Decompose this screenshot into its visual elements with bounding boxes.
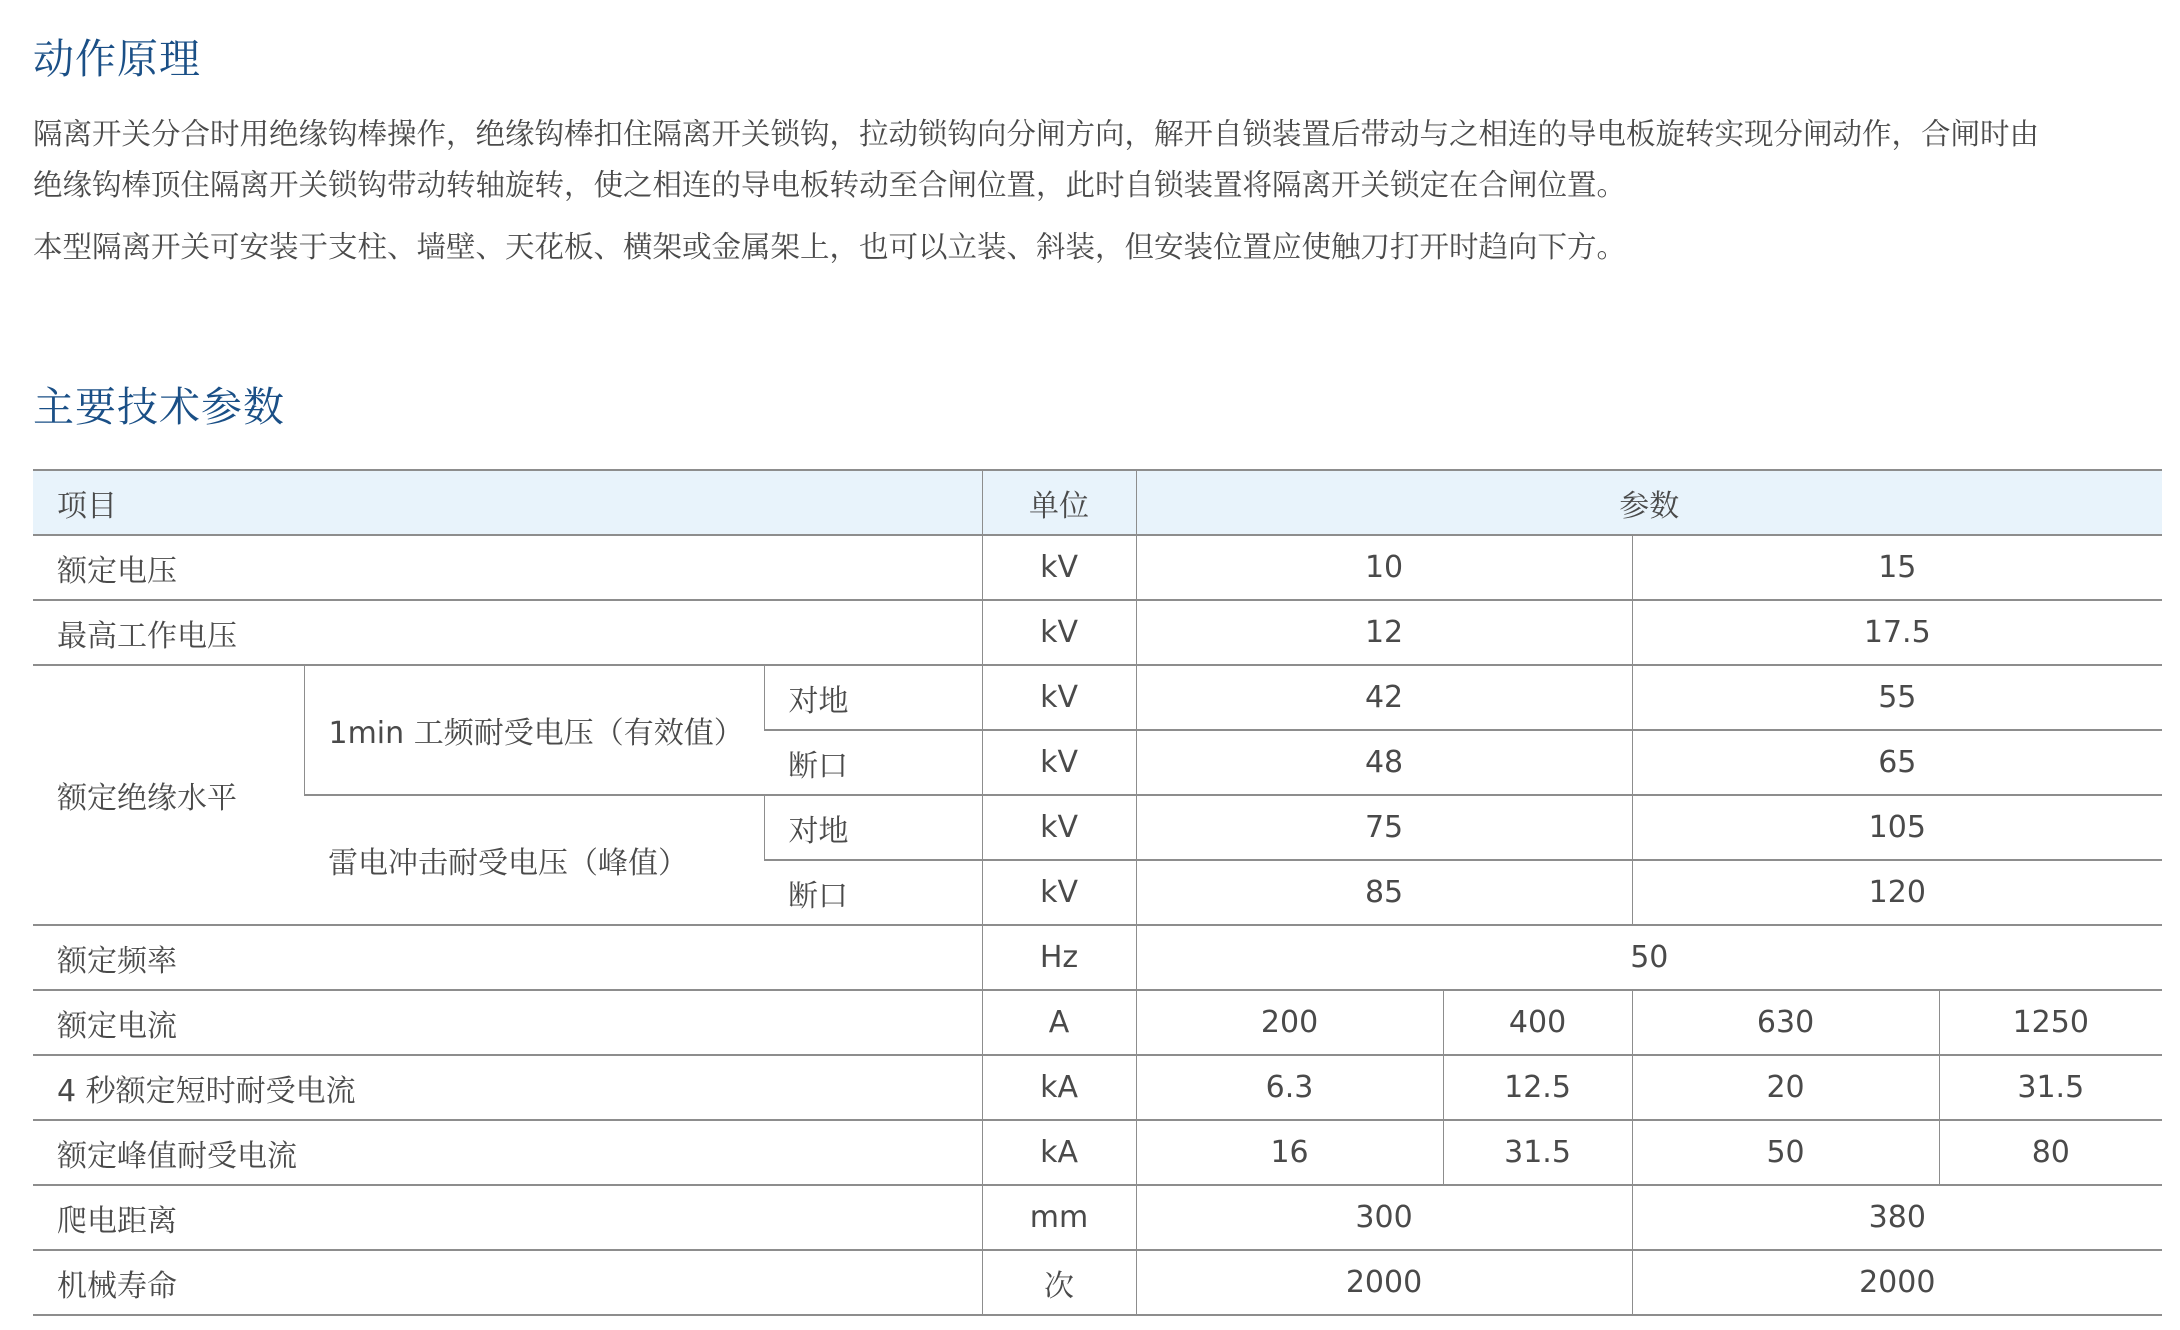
value-cell: 80 <box>1939 1120 2162 1185</box>
table-row <box>33 795 2162 860</box>
table-row <box>33 990 2162 1055</box>
row-unit: kA <box>982 1055 1136 1120</box>
table-header-row <box>33 470 2162 535</box>
header-unit: 单位 <box>982 470 1136 535</box>
value-cell: 48 <box>1136 730 1632 795</box>
row-label: 额定绝缘水平 <box>33 665 304 925</box>
row-label: 最高工作电压 <box>33 600 982 665</box>
value-cell: 50 <box>1632 1120 1939 1185</box>
value-cell: 31.5 <box>1939 1055 2162 1120</box>
table-row <box>33 1185 2162 1250</box>
value-cell: 20 <box>1632 1055 1939 1120</box>
table-row <box>33 535 2162 600</box>
value-cell: 12.5 <box>1443 1055 1632 1120</box>
value-cell: 31.5 <box>1443 1120 1632 1185</box>
row-label: 额定频率 <box>33 925 982 990</box>
row-unit: kA <box>982 1120 1136 1185</box>
row-unit: Hz <box>982 925 1136 990</box>
row-unit: A <box>982 990 1136 1055</box>
value-cell: 1250 <box>1939 990 2162 1055</box>
row-label: 额定电压 <box>33 535 982 600</box>
sub-label-break: 断口 <box>764 730 982 795</box>
row-unit: kV <box>982 795 1136 860</box>
section-title-params: 主要技术参数 <box>33 383 285 431</box>
value-cell: 630 <box>1632 990 1939 1055</box>
value-cell: 16 <box>1136 1120 1443 1185</box>
header-params: 参数 <box>1136 470 2162 535</box>
value-cell: 6.3 <box>1136 1055 1443 1120</box>
row-label: 额定峰值耐受电流 <box>33 1120 982 1185</box>
value-cell: 400 <box>1443 990 1632 1055</box>
value-cell: 12 <box>1136 600 1632 665</box>
sub-label-power-frequency: 1min 工频耐受电压（有效值） <box>304 665 764 795</box>
row-unit: kV <box>982 860 1136 925</box>
row-unit: kV <box>982 535 1136 600</box>
value-cell: 85 <box>1136 860 1632 925</box>
row-label: 4 秒额定短时耐受电流 <box>33 1055 982 1120</box>
row-unit: kV <box>982 600 1136 665</box>
table-row <box>33 665 2162 730</box>
value-cell: 10 <box>1136 535 1632 600</box>
value-cell: 2000 <box>1136 1250 1632 1315</box>
value-cell: 50 <box>1136 925 2162 990</box>
value-cell: 200 <box>1136 990 1443 1055</box>
row-unit: 次 <box>982 1250 1136 1315</box>
sub-label-to-ground: 对地 <box>764 795 982 860</box>
value-cell: 42 <box>1136 665 1632 730</box>
principle-paragraph-2: 本型隔离开关可安装于支柱、墙壁、天花板、横架或金属架上，也可以立装、斜装，但安装位置应使触刀打开时趋向下方。 <box>33 230 1627 264</box>
value-cell: 300 <box>1136 1185 1632 1250</box>
principle-paragraph-line-2: 绝缘钩棒顶住隔离开关锁钩带动转轴旋转，使之相连的导电板转动至合闸位置，此时自锁装置将隔离开关锁定在合闸位置。 <box>33 168 1627 202</box>
table-row <box>33 1250 2162 1315</box>
value-cell: 120 <box>1632 860 2162 925</box>
row-unit: kV <box>982 730 1136 795</box>
value-cell: 17.5 <box>1632 600 2162 665</box>
value-cell: 75 <box>1136 795 1632 860</box>
value-cell: 105 <box>1632 795 2162 860</box>
table-row <box>33 1120 2162 1185</box>
value-cell: 2000 <box>1632 1250 2162 1315</box>
tech-params-table <box>33 469 2162 1316</box>
sub-label-break: 断口 <box>764 860 982 925</box>
header-item: 项目 <box>33 470 982 535</box>
value-cell: 65 <box>1632 730 2162 795</box>
table-row <box>33 1055 2162 1120</box>
sub-label-to-ground: 对地 <box>764 665 982 730</box>
value-cell: 380 <box>1632 1185 2162 1250</box>
table-row <box>33 600 2162 665</box>
value-cell: 15 <box>1632 535 2162 600</box>
row-unit: kV <box>982 665 1136 730</box>
row-label: 爬电距离 <box>33 1185 982 1250</box>
row-label: 额定电流 <box>33 990 982 1055</box>
principle-paragraph-line-1: 隔离开关分合时用绝缘钩棒操作，绝缘钩棒扣住隔离开关锁钩，拉动锁钩向分闸方向，解开自锁装置后带动与之相连的导电板旋转实现分闸动作，合闸时由 <box>33 117 2040 151</box>
sub-label-lightning: 雷电冲击耐受电压（峰值） <box>304 795 764 925</box>
value-cell: 55 <box>1632 665 2162 730</box>
row-unit: mm <box>982 1185 1136 1250</box>
row-label: 机械寿命 <box>33 1250 982 1315</box>
table-row <box>33 925 2162 990</box>
section-title-principle: 动作原理 <box>33 35 201 83</box>
